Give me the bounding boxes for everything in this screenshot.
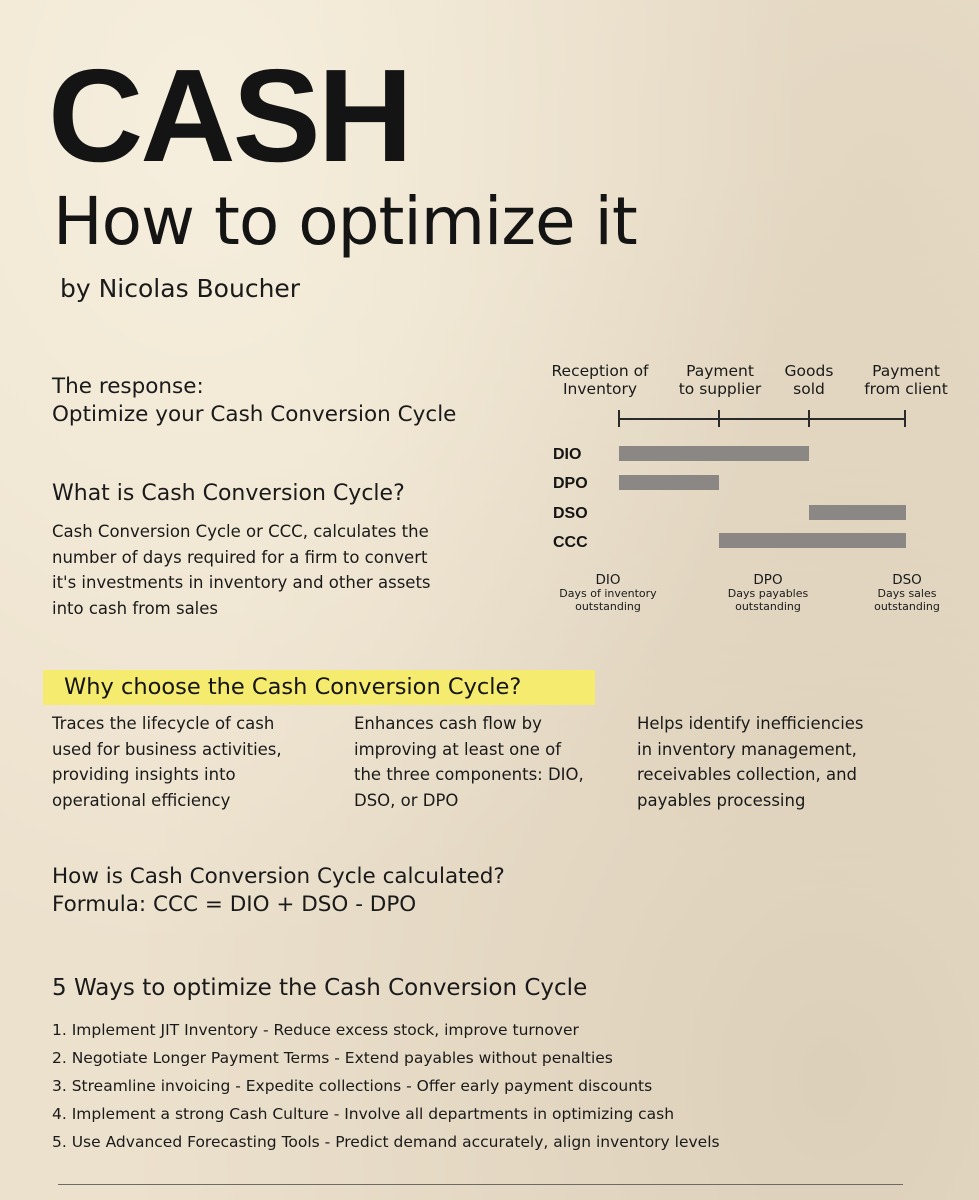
row-label-ccc: CCC bbox=[553, 534, 588, 551]
legend-dpo: DPO Days payables outstanding bbox=[727, 572, 809, 613]
what-body-line: number of days required for a firm to convert bbox=[52, 547, 428, 567]
event-label-reception: Reception of Inventory bbox=[551, 362, 649, 398]
page-title: CASH bbox=[48, 42, 411, 189]
legend-dio: DIO Days of inventory outstanding bbox=[559, 572, 657, 613]
timeline-tick bbox=[808, 410, 810, 427]
timeline-axis bbox=[619, 418, 906, 420]
event-label-payment-client: Payment from client bbox=[864, 362, 948, 398]
response-block bbox=[52, 373, 456, 429]
row-label-dio: DIO bbox=[553, 446, 582, 463]
bar-dio bbox=[619, 446, 809, 461]
author-byline: by Nicolas Boucher bbox=[60, 274, 301, 303]
page-subtitle: How to optimize it bbox=[53, 183, 637, 260]
list-item: 3. Streamline invoicing - Expedite collections - Offer early payment discounts bbox=[52, 1077, 653, 1095]
list-item: 4. Implement a strong Cash Culture - Involve all departments in optimizing cash bbox=[52, 1105, 675, 1123]
how-heading: How is Cash Conversion Cycle calculated? bbox=[52, 864, 505, 889]
what-heading: What is Cash Conversion Cycle? bbox=[52, 481, 405, 506]
timeline-tick bbox=[718, 410, 720, 427]
bar-dpo bbox=[619, 475, 719, 490]
why-column-1: Traces the lifecycle of cash used for business activities, providing insights into operational efficiency bbox=[52, 714, 282, 810]
response-text: Optimize your Cash Conversion Cycle bbox=[52, 401, 457, 427]
list-item: 2. Negotiate Longer Payment Terms - Extend payables without penalties bbox=[52, 1049, 613, 1067]
bottom-divider bbox=[58, 1184, 903, 1185]
event-label-goods-sold: Goods sold bbox=[784, 362, 834, 398]
row-label-dso: DSO bbox=[553, 505, 588, 522]
ccc-formula: Formula: CCC = DIO + DSO - DPO bbox=[52, 891, 417, 917]
legend-dso: DSO Days sales outstanding bbox=[874, 572, 940, 613]
list-item: 1. Implement JIT Inventory - Reduce excess stock, improve turnover bbox=[52, 1021, 579, 1039]
why-heading: Why choose the Cash Conversion Cycle? bbox=[64, 674, 522, 700]
timeline-tick bbox=[618, 410, 620, 427]
how-block bbox=[52, 863, 505, 919]
what-body-line: into cash from sales bbox=[52, 598, 219, 618]
why-heading-highlight bbox=[43, 670, 595, 705]
why-column-3: Helps identify inefficiencies in inventory management, receivables collection, and payables processing bbox=[637, 714, 864, 810]
response-label: The response: bbox=[52, 374, 204, 399]
event-label-payment-supplier: Payment to supplier bbox=[678, 362, 762, 398]
row-label-dpo: DPO bbox=[553, 475, 588, 492]
ways-heading: 5 Ways to optimize the Cash Conversion Cycle bbox=[52, 975, 588, 1001]
why-column-2: Enhances cash flow by improving at least one of the three components: DIO, DSO, or DPO bbox=[354, 714, 584, 810]
timeline-tick bbox=[904, 410, 906, 427]
what-body bbox=[52, 519, 452, 621]
what-body-line: Cash Conversion Cycle or CCC, calculates the bbox=[52, 522, 429, 541]
list-item: 5. Use Advanced Forecasting Tools - Predict demand accurately, align inventory levels bbox=[52, 1133, 720, 1151]
bar-ccc bbox=[719, 533, 906, 548]
what-body-line: it's investments in inventory and other assets bbox=[52, 573, 431, 592]
ways-list bbox=[52, 1016, 720, 1156]
bar-dso bbox=[809, 505, 906, 520]
